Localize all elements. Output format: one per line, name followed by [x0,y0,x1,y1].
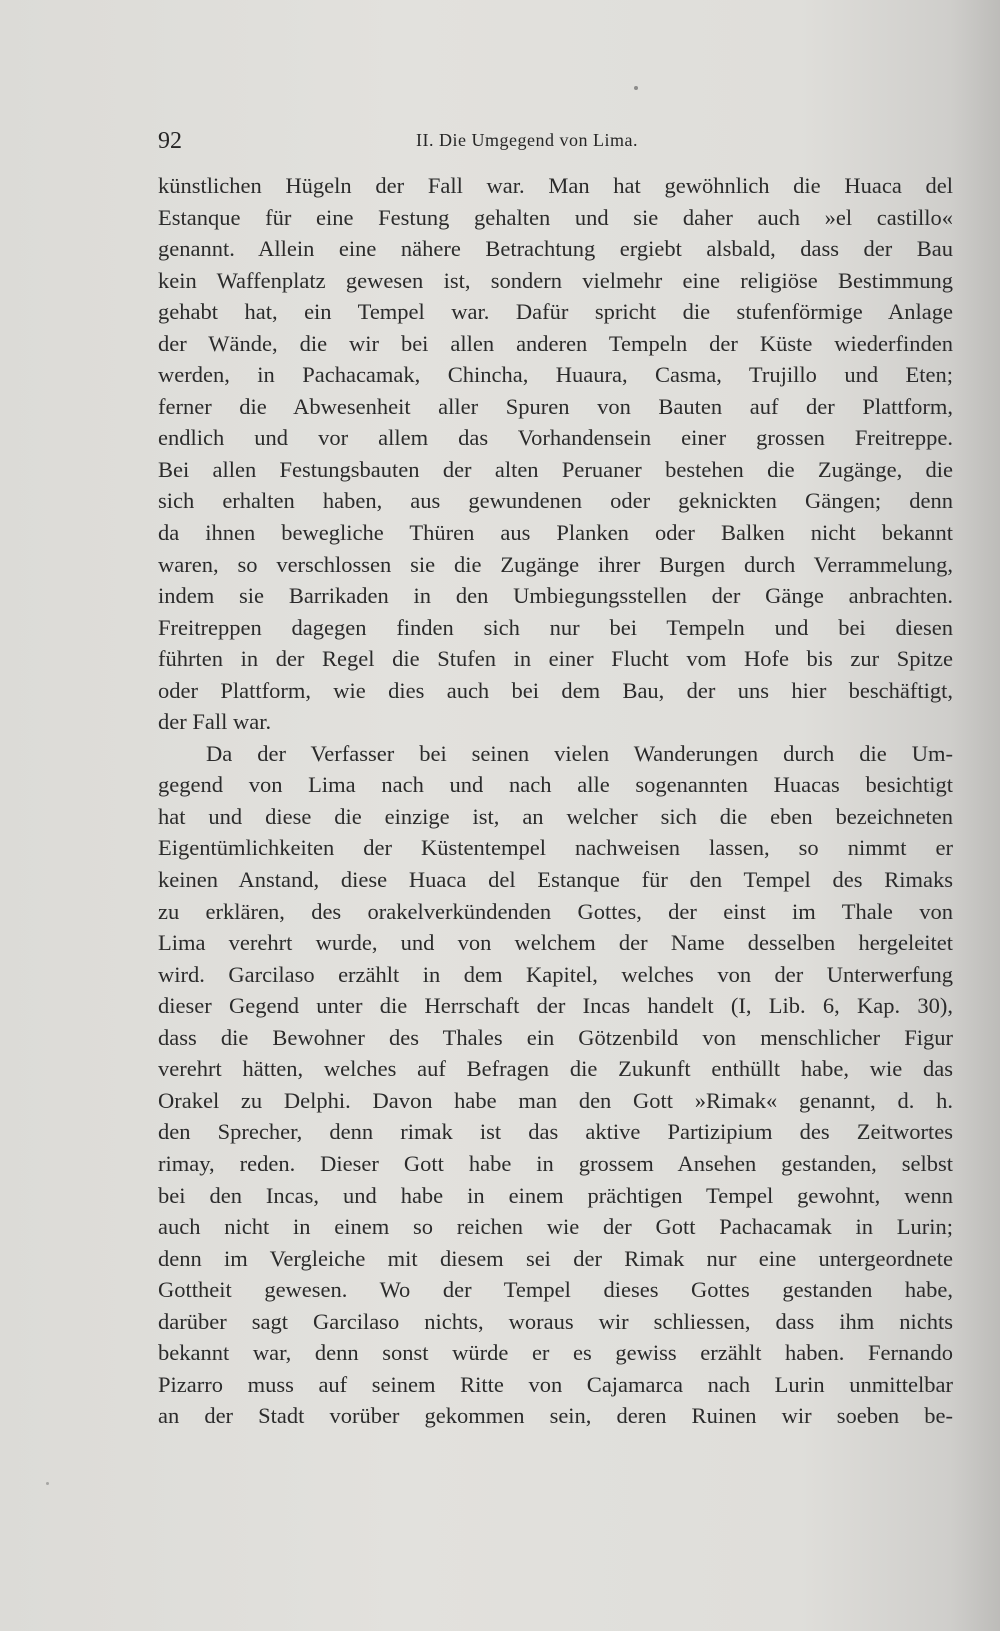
text-line: gehabt hat, ein Tempel war. Dafür spricht die stufenförmige Anlage [158,299,953,325]
body-text [158,170,953,1432]
text-line: führten in der Regel die Stufen in einer Flucht vom Hofe bis zur Spitze [158,646,953,672]
text-line: dass die Bewohner des Thales ein Götzenbild von menschlicher Figur [158,1024,953,1050]
text-line: Pizarro muss auf seinem Ritte von Cajamarca nach Lurin unmittelbar [158,1371,953,1397]
text-line: an der Stadt vorüber gekommen sein, deren Ruinen wir soeben be- [158,1403,953,1429]
text-line: Gottheit gewesen. Wo der Tempel dieses Gottes gestanden habe, [158,1277,953,1303]
text-line: sich erhalten haben, aus gewundenen oder geknickten Gängen; denn [158,488,953,514]
text-line: Bei allen Festungsbauten der alten Peruaner bestehen die Zugänge, die [158,456,953,482]
text-line: da ihnen bewegliche Thüren aus Planken oder Balken nicht bekannt [158,520,953,546]
paper-spot [46,1482,49,1485]
running-head: II. Die Umgegend von Lima. [416,130,638,150]
text-line: endlich und vor allem das Vorhandensein einer grossen Freitreppe. [158,425,953,451]
text-line: indem sie Barrikaden in den Umbiegungsstellen der Gänge anbrachten. [158,583,953,609]
text-line: Freitreppen dagegen finden sich nur bei Tempeln und bei diesen [158,614,953,640]
page-header [158,128,918,158]
text-line: gegend von Lima nach und nach alle sogenannten Huacas besichtigt [158,772,953,798]
text-line: bekannt war, denn sonst würde er es gewiss erzählt haben. Fernando [158,1340,953,1366]
text-line: oder Plattform, wie dies auch bei dem Bau, der uns hier beschäftigt, [158,677,953,703]
text-line: kein Waffenplatz gewesen ist, sondern vielmehr eine religiöse Bestimmung [158,267,953,293]
text-line: ferner die Abwesenheit aller Spuren von Bauten auf der Plattform, [158,393,953,419]
text-line: Da der Verfasser bei seinen vielen Wanderungen durch die Um- [206,740,953,766]
text-line: Orakel zu Delphi. Davon habe man den Gott »Rimak« genannt, d. h. [158,1087,953,1113]
text-line: wird. Garcilaso erzählt in dem Kapitel, welches von der Unterwerfung [158,961,953,987]
text-line: keinen Anstand, diese Huaca del Estanque für den Tempel des Rimaks [158,867,953,893]
text-line: genannt. Allein eine nähere Betrachtung ergiebt alsbald, dass der Bau [158,236,953,262]
text-line: Estanque für eine Festung gehalten und sie daher auch »el castillo« [158,204,953,230]
paper-spot [634,86,638,90]
page-number: 92 [158,128,182,154]
text-line: der Fall war. [158,709,272,735]
text-line: der Wände, die wir bei allen anderen Tempeln der Küste wiederfinden [158,330,953,356]
text-line: zu erklären, des orakelverkündenden Gottes, der einst im Thale von [158,898,953,924]
text-line: verehrt hätten, welches auf Befragen die Zukunft enthüllt habe, wie das [158,1056,953,1082]
text-line: dieser Gegend unter die Herrschaft der Incas handelt (I, Lib. 6, Kap. 30), [158,993,953,1019]
text-line: auch nicht in einem so reichen wie der Gott Pachacamak in Lurin; [158,1214,953,1240]
text-line: hat und diese die einzige ist, an welcher sich die eben bezeichneten [158,803,953,829]
text-line: denn im Vergleiche mit diesem sei der Rimak nur eine untergeordnete [158,1245,953,1271]
text-line: bei den Incas, und habe in einem prächtigen Tempel gewohnt, wenn [158,1182,953,1208]
text-line: werden, in Pachacamak, Chincha, Huaura, Casma, Trujillo und Eten; [158,362,953,388]
text-line: darüber sagt Garcilaso nichts, woraus wir schliessen, dass ihm nichts [158,1308,953,1334]
text-line: künstlichen Hügeln der Fall war. Man hat gewöhnlich die Huaca del [158,173,953,198]
text-line: den Sprecher, denn rimak ist das aktive Partizipium des Zeitwortes [158,1119,953,1145]
text-line: rimay, reden. Dieser Gott habe in grossem Ansehen gestanden, selbst [158,1150,953,1176]
text-line: Lima verehrt wurde, und von welchem der Name desselben hergeleitet [158,930,953,956]
text-line: waren, so verschlossen sie die Zugänge ihrer Burgen durch Verrammelung, [158,551,953,577]
text-line: Eigentümlichkeiten der Küstentempel nachweisen lassen, so nimmt er [158,835,953,861]
